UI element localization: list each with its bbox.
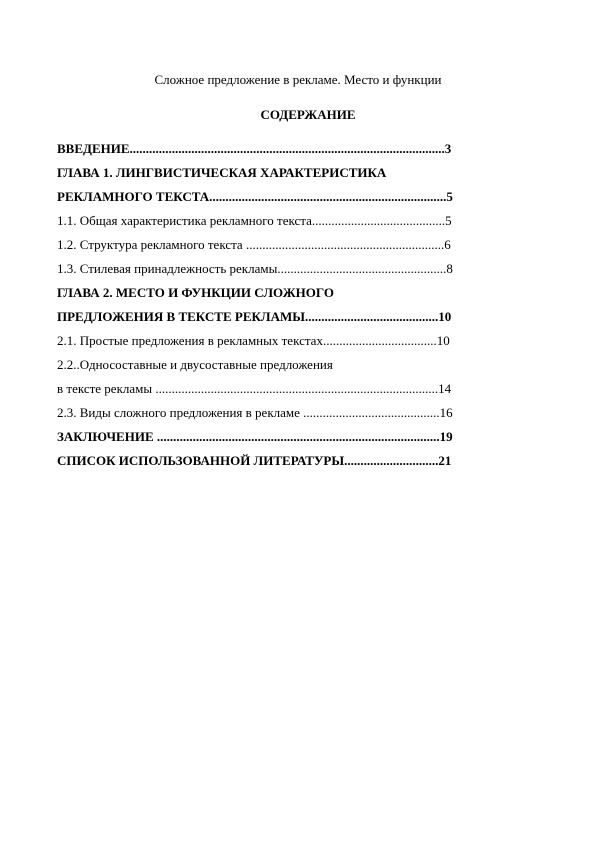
toc-line: ГЛАВА 2. МЕСТО И ФУНКЦИИ СЛОЖНОГО — [57, 285, 334, 300]
toc-line: 2.2..Односоставные и двусоставные предложения — [57, 357, 333, 372]
toc-line: 1.1. Общая характеристика рекламного текста.........................................5 — [57, 213, 452, 228]
toc-line: СПИСОК ИСПОЛЬЗОВАННОЙ ЛИТЕРАТУРЫ.............................21 — [57, 453, 452, 468]
document-title: Сложное предложение в рекламе. Место и функции — [154, 72, 442, 87]
toc-line: 1.2. Структура рекламного текста .............................................................6 — [57, 237, 451, 252]
toc-line: в тексте рекламы .......................................................................................14 — [57, 381, 452, 396]
toc-heading: СОДЕРЖАНИЕ — [260, 107, 356, 122]
toc-line: 1.3. Стилевая принадлежность рекламы....................................................8 — [57, 261, 453, 276]
toc-line: ВВЕДЕНИЕ.................................................................................................3 — [57, 141, 452, 156]
toc-line: 2.3. Виды сложного предложения в рекламе ..........................................16 — [57, 405, 453, 420]
table-of-contents — [57, 141, 497, 477]
toc-line: 2.1. Простые предложения в рекламных текстах...................................10 — [57, 333, 450, 348]
toc-line: ГЛАВА 1. ЛИНГВИСТИЧЕСКАЯ ХАРАКТЕРИСТИКА — [57, 165, 387, 180]
toc-line: РЕКЛАМНОГО ТЕКСТА.........................................................................5 — [57, 189, 453, 204]
toc-line: ПРЕДЛОЖЕНИЯ В ТЕКСТЕ РЕКЛАМЫ.........................................10 — [57, 309, 452, 324]
toc-line: ЗАКЛЮЧЕНИЕ .......................................................................................19 — [57, 429, 453, 444]
